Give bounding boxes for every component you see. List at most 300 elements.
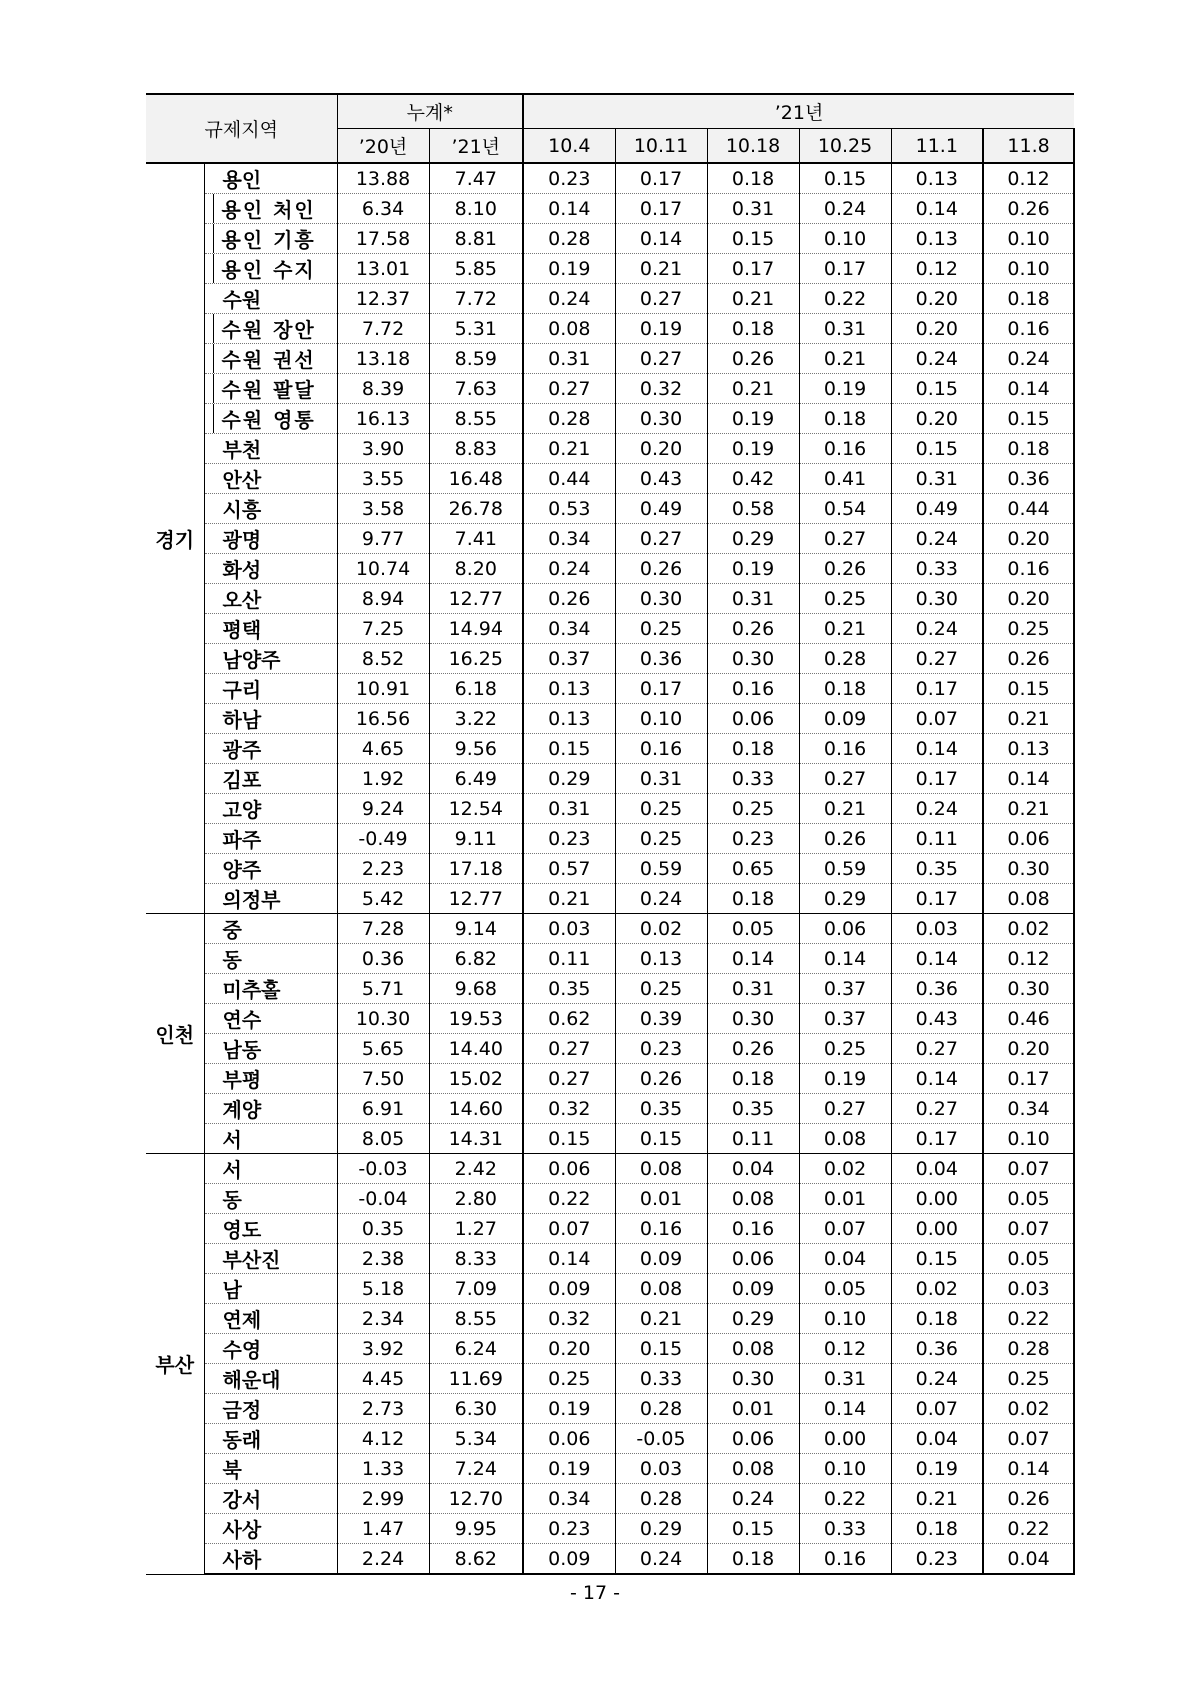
value-cell: 0.24 (891, 1364, 983, 1394)
value-cell: 0.10 (799, 1304, 891, 1334)
value-cell: 0.09 (707, 1274, 799, 1304)
value-cell: 14.60 (429, 1094, 523, 1124)
table-row (146, 1364, 1074, 1394)
value-cell: 0.13 (891, 163, 983, 194)
value-cell: 0.18 (799, 404, 891, 434)
value-cell: 0.18 (707, 163, 799, 194)
value-cell: 0.19 (523, 254, 615, 284)
value-cell: 8.05 (337, 1124, 429, 1154)
value-cell: 0.21 (891, 1484, 983, 1514)
value-cell: 0.31 (615, 764, 707, 794)
value-cell: 0.14 (891, 944, 983, 974)
district-name: 동 (204, 944, 337, 974)
table-row (146, 1004, 1074, 1034)
value-cell: 0.07 (523, 1214, 615, 1244)
value-cell: 0.19 (615, 314, 707, 344)
value-cell: 0.43 (615, 464, 707, 494)
week-header: 10.18 (707, 129, 799, 164)
value-cell: 3.90 (337, 434, 429, 464)
sub-district-name: 수원 장안 (213, 314, 316, 343)
value-cell: 0.01 (615, 1184, 707, 1214)
district-name: 사하 (204, 1544, 337, 1575)
value-cell: 12.77 (429, 884, 523, 914)
district-name: 서 (204, 1124, 337, 1154)
sub-district-name: 용인 수지 (213, 254, 316, 283)
value-cell: 0.11 (707, 1124, 799, 1154)
value-cell: 0.33 (707, 764, 799, 794)
value-cell: 0.08 (799, 1124, 891, 1154)
value-cell: 0.46 (983, 1004, 1074, 1034)
value-cell: 0.15 (523, 734, 615, 764)
value-cell: 0.30 (615, 584, 707, 614)
value-cell: 0.08 (707, 1334, 799, 1364)
value-cell: 0.35 (615, 1094, 707, 1124)
value-cell: 0.27 (615, 344, 707, 374)
district-name: 해운대 (204, 1364, 337, 1394)
district-name: 강서 (204, 1484, 337, 1514)
value-cell: 7.72 (337, 314, 429, 344)
value-cell: 0.08 (707, 1454, 799, 1484)
table-row (146, 884, 1074, 914)
value-cell: 0.14 (983, 1454, 1074, 1484)
value-cell: 0.20 (891, 284, 983, 314)
district-name: 고양 (204, 794, 337, 824)
sub-district-name: 수원 권선 (213, 344, 316, 373)
value-cell: 0.49 (615, 494, 707, 524)
value-cell: 5.42 (337, 884, 429, 914)
value-cell: 8.83 (429, 434, 523, 464)
value-cell: 0.25 (983, 1364, 1074, 1394)
value-cell: 0.29 (615, 1514, 707, 1544)
value-cell: 0.26 (983, 194, 1074, 224)
value-cell: 0.42 (707, 464, 799, 494)
value-cell: 0.07 (983, 1154, 1074, 1184)
value-cell: 0.34 (523, 524, 615, 554)
value-cell: 0.14 (523, 1244, 615, 1274)
value-cell: 0.27 (891, 644, 983, 674)
value-cell: 6.82 (429, 944, 523, 974)
value-cell: 0.30 (707, 1004, 799, 1034)
value-cell: 0.33 (799, 1514, 891, 1544)
value-cell: 1.27 (429, 1214, 523, 1244)
value-cell: 0.25 (615, 974, 707, 1004)
cum-year-header: ’21년 (429, 129, 523, 164)
value-cell: 8.39 (337, 374, 429, 404)
value-cell: 12.37 (337, 284, 429, 314)
value-cell: 0.28 (523, 404, 615, 434)
value-cell: 16.13 (337, 404, 429, 434)
value-cell: 0.18 (983, 434, 1074, 464)
value-cell: 0.14 (983, 764, 1074, 794)
district-name: 남 (204, 1274, 337, 1304)
value-cell: 0.26 (523, 584, 615, 614)
value-cell: 0.15 (891, 1244, 983, 1274)
table-row (146, 194, 1074, 224)
value-cell: 4.12 (337, 1424, 429, 1454)
value-cell: 0.27 (523, 374, 615, 404)
value-cell: 0.36 (891, 974, 983, 1004)
table-row (146, 404, 1074, 434)
value-cell: 0.25 (523, 1364, 615, 1394)
value-cell: 0.21 (523, 884, 615, 914)
value-cell: 0.35 (707, 1094, 799, 1124)
value-cell: 5.65 (337, 1034, 429, 1064)
value-cell: 0.20 (983, 584, 1074, 614)
value-cell: 12.70 (429, 1484, 523, 1514)
value-cell: 1.47 (337, 1514, 429, 1544)
district-name: 평택 (204, 614, 337, 644)
value-cell: 16.25 (429, 644, 523, 674)
value-cell: 9.11 (429, 824, 523, 854)
value-cell: 0.23 (523, 1514, 615, 1544)
value-cell: 0.16 (799, 1544, 891, 1575)
value-cell: 5.34 (429, 1424, 523, 1454)
value-cell: 0.04 (707, 1154, 799, 1184)
district-name: 남동 (204, 1034, 337, 1064)
value-cell: 0.00 (891, 1214, 983, 1244)
value-cell: 16.56 (337, 704, 429, 734)
district-name (204, 194, 337, 224)
value-cell: 0.19 (707, 404, 799, 434)
value-cell: 0.27 (891, 1034, 983, 1064)
value-cell: 0.23 (707, 824, 799, 854)
table-row (146, 1334, 1074, 1364)
value-cell: 0.32 (523, 1094, 615, 1124)
value-cell: 0.14 (615, 224, 707, 254)
value-cell: 0.27 (523, 1034, 615, 1064)
value-cell: 0.26 (615, 554, 707, 584)
value-cell: 0.06 (707, 1244, 799, 1274)
value-cell: 2.73 (337, 1394, 429, 1424)
value-cell: 0.28 (615, 1394, 707, 1424)
value-cell: 0.18 (983, 284, 1074, 314)
value-cell: 0.04 (799, 1244, 891, 1274)
value-cell: 0.18 (707, 734, 799, 764)
value-cell: -0.03 (337, 1154, 429, 1184)
sub-district-name: 수원 영통 (213, 404, 316, 433)
table-row (146, 1454, 1074, 1484)
value-cell: 0.24 (891, 344, 983, 374)
value-cell: 0.16 (983, 554, 1074, 584)
value-cell: 0.27 (799, 524, 891, 554)
value-cell: 5.71 (337, 974, 429, 1004)
value-cell: 0.14 (707, 944, 799, 974)
district-name: 동래 (204, 1424, 337, 1454)
district-name: 북 (204, 1454, 337, 1484)
value-cell: 0.13 (523, 674, 615, 704)
district-name: 동 (204, 1184, 337, 1214)
district-name: 수원 (204, 284, 337, 314)
value-cell: 0.21 (799, 794, 891, 824)
value-cell: 0.07 (983, 1214, 1074, 1244)
value-cell: 0.09 (523, 1544, 615, 1575)
value-cell: 0.22 (983, 1304, 1074, 1334)
value-cell: 0.14 (523, 194, 615, 224)
table-row (146, 974, 1074, 1004)
value-cell: 0.14 (799, 1394, 891, 1424)
value-cell: 0.59 (615, 854, 707, 884)
value-cell: 6.30 (429, 1394, 523, 1424)
district-name: 화성 (204, 554, 337, 584)
value-cell: 5.31 (429, 314, 523, 344)
sub-district-name: 수원 팔달 (213, 374, 316, 403)
value-cell: 0.37 (799, 974, 891, 1004)
table-row (146, 1124, 1074, 1154)
value-cell: 0.10 (983, 1124, 1074, 1154)
value-cell: 0.13 (615, 944, 707, 974)
value-cell: 0.10 (983, 254, 1074, 284)
value-cell: 0.59 (799, 854, 891, 884)
value-cell: 6.24 (429, 1334, 523, 1364)
value-cell: 8.94 (337, 584, 429, 614)
table-row (146, 1214, 1074, 1244)
value-cell: 13.01 (337, 254, 429, 284)
value-cell: 26.78 (429, 494, 523, 524)
value-cell: 9.56 (429, 734, 523, 764)
value-cell: 0.39 (615, 1004, 707, 1034)
value-cell: 0.15 (983, 674, 1074, 704)
week-header: 10.11 (615, 129, 707, 164)
value-cell: 0.33 (615, 1364, 707, 1394)
table-row (146, 1304, 1074, 1334)
district-name: 중 (204, 914, 337, 944)
value-cell: 0.17 (615, 163, 707, 194)
value-cell: 0.09 (523, 1274, 615, 1304)
value-cell: 7.25 (337, 614, 429, 644)
value-cell: 14.94 (429, 614, 523, 644)
value-cell: 0.29 (799, 884, 891, 914)
value-cell: 0.21 (523, 434, 615, 464)
value-cell: 0.15 (891, 434, 983, 464)
value-cell: 2.23 (337, 854, 429, 884)
value-cell: 0.16 (707, 1214, 799, 1244)
value-cell: 0.33 (891, 554, 983, 584)
value-cell: 0.31 (891, 464, 983, 494)
table-row (146, 704, 1074, 734)
value-cell: 0.06 (707, 1424, 799, 1454)
value-cell: 0.11 (523, 944, 615, 974)
value-cell: 0.27 (523, 1064, 615, 1094)
value-cell: 0.30 (707, 1364, 799, 1394)
table-row (146, 284, 1074, 314)
value-cell: 0.16 (615, 1214, 707, 1244)
district-name: 의정부 (204, 884, 337, 914)
value-cell: 8.10 (429, 194, 523, 224)
value-cell: 0.16 (799, 434, 891, 464)
value-cell: 0.15 (523, 1124, 615, 1154)
table-row (146, 494, 1074, 524)
district-name: 하남 (204, 704, 337, 734)
table-row (146, 434, 1074, 464)
value-cell: 3.92 (337, 1334, 429, 1364)
value-cell: 2.42 (429, 1154, 523, 1184)
value-cell: 0.58 (707, 494, 799, 524)
value-cell: 0.20 (891, 314, 983, 344)
value-cell: 0.17 (891, 884, 983, 914)
region-header: 규제지역 (146, 94, 337, 163)
table-row (146, 1514, 1074, 1544)
value-cell: 0.06 (523, 1424, 615, 1454)
district-name: 부천 (204, 434, 337, 464)
value-cell: 0.02 (983, 914, 1074, 944)
value-cell: 10.74 (337, 554, 429, 584)
table-row (146, 374, 1074, 404)
value-cell: 0.22 (799, 1484, 891, 1514)
value-cell: 0.36 (337, 944, 429, 974)
value-cell: 0.22 (983, 1514, 1074, 1544)
value-cell: 0.03 (983, 1274, 1074, 1304)
value-cell: 0.21 (983, 704, 1074, 734)
district-name: 남양주 (204, 644, 337, 674)
value-cell: 0.35 (523, 974, 615, 1004)
value-cell: 17.18 (429, 854, 523, 884)
value-cell: 0.29 (707, 1304, 799, 1334)
value-cell: 0.13 (891, 224, 983, 254)
sub-district-name: 용인 처인 (213, 194, 316, 223)
value-cell: 3.55 (337, 464, 429, 494)
value-cell: 0.20 (983, 524, 1074, 554)
value-cell: 2.24 (337, 1544, 429, 1575)
value-cell: 0.12 (891, 254, 983, 284)
value-cell: 0.24 (523, 554, 615, 584)
value-cell: 0.27 (615, 284, 707, 314)
value-cell: 5.85 (429, 254, 523, 284)
value-cell: 0.19 (799, 1064, 891, 1094)
value-cell: 0.26 (983, 1484, 1074, 1514)
table-row (146, 1394, 1074, 1424)
value-cell: 8.33 (429, 1244, 523, 1274)
district-name: 광주 (204, 734, 337, 764)
table-row (146, 734, 1074, 764)
value-cell: 0.24 (615, 884, 707, 914)
value-cell: 0.01 (799, 1184, 891, 1214)
value-cell: 0.19 (707, 434, 799, 464)
value-cell: 0.12 (983, 163, 1074, 194)
value-cell: 0.13 (523, 704, 615, 734)
value-cell: 0.21 (799, 344, 891, 374)
value-cell: 0.36 (615, 644, 707, 674)
value-cell: 0.17 (615, 674, 707, 704)
value-cell: 0.27 (615, 524, 707, 554)
value-cell: 0.14 (891, 734, 983, 764)
value-cell: 0.17 (983, 1064, 1074, 1094)
value-cell: 0.15 (707, 224, 799, 254)
value-cell: 0.20 (891, 404, 983, 434)
value-cell: 0.10 (799, 1454, 891, 1484)
value-cell: 0.17 (891, 1124, 983, 1154)
value-cell: 0.22 (799, 284, 891, 314)
value-cell: 0.16 (799, 734, 891, 764)
region-name: 경기 (146, 163, 204, 914)
value-cell: 0.20 (983, 1034, 1074, 1064)
district-name: 시흥 (204, 494, 337, 524)
value-cell: 0.21 (799, 614, 891, 644)
value-cell: 0.31 (523, 794, 615, 824)
value-cell: 0.15 (615, 1124, 707, 1154)
value-cell: 0.07 (891, 704, 983, 734)
value-cell: 0.29 (707, 524, 799, 554)
value-cell: 0.18 (707, 314, 799, 344)
value-cell: 4.45 (337, 1364, 429, 1394)
table-row (146, 824, 1074, 854)
table-row (146, 914, 1074, 944)
table-row (146, 584, 1074, 614)
value-cell: 0.24 (891, 614, 983, 644)
value-cell: 0.31 (523, 344, 615, 374)
value-cell: 0.13 (983, 734, 1074, 764)
value-cell: 7.63 (429, 374, 523, 404)
value-cell: 0.25 (799, 1034, 891, 1064)
value-cell: 0.19 (707, 554, 799, 584)
value-cell: 0.07 (799, 1214, 891, 1244)
value-cell: 2.34 (337, 1304, 429, 1334)
value-cell: 0.08 (615, 1154, 707, 1184)
value-cell: 0.07 (891, 1394, 983, 1424)
district-name (204, 314, 337, 344)
table-row (146, 1184, 1074, 1214)
value-cell: 0.21 (983, 794, 1074, 824)
value-cell: 1.33 (337, 1454, 429, 1484)
value-cell: 0.18 (707, 1064, 799, 1094)
value-cell: 0.06 (799, 914, 891, 944)
value-cell: 0.08 (523, 314, 615, 344)
cum-year-header: ’20년 (337, 129, 429, 164)
value-cell: 0.19 (523, 1394, 615, 1424)
value-cell: 0.62 (523, 1004, 615, 1034)
value-cell: 0.23 (523, 163, 615, 194)
value-cell: 0.05 (983, 1244, 1074, 1274)
value-cell: 0.30 (983, 974, 1074, 1004)
value-cell: 8.81 (429, 224, 523, 254)
value-cell: 14.40 (429, 1034, 523, 1064)
value-cell: 0.36 (983, 464, 1074, 494)
week-header: 10.25 (799, 129, 891, 164)
district-name: 영도 (204, 1214, 337, 1244)
district-name: 서 (204, 1154, 337, 1184)
table-row (146, 1424, 1074, 1454)
value-cell: 0.02 (983, 1394, 1074, 1424)
value-cell: 0.04 (891, 1154, 983, 1184)
district-name (204, 374, 337, 404)
district-name: 계양 (204, 1094, 337, 1124)
value-cell: 7.50 (337, 1064, 429, 1094)
value-cell: 0.17 (615, 194, 707, 224)
value-cell: 0.16 (707, 674, 799, 704)
value-cell: 0.57 (523, 854, 615, 884)
table-row (146, 224, 1074, 254)
value-cell: 0.26 (615, 1064, 707, 1094)
value-cell: 0.22 (523, 1184, 615, 1214)
value-cell: 10.30 (337, 1004, 429, 1034)
value-cell: 9.95 (429, 1514, 523, 1544)
value-cell: 0.08 (615, 1274, 707, 1304)
value-cell: 0.24 (615, 1544, 707, 1575)
district-name (204, 344, 337, 374)
value-cell: 7.41 (429, 524, 523, 554)
district-name: 김포 (204, 764, 337, 794)
value-cell: 0.16 (983, 314, 1074, 344)
value-cell: 0.08 (983, 884, 1074, 914)
value-cell: 0.24 (891, 524, 983, 554)
district-name (204, 404, 337, 434)
value-cell: 6.34 (337, 194, 429, 224)
value-cell: 0.21 (707, 284, 799, 314)
value-cell: 0.41 (799, 464, 891, 494)
value-cell: 0.35 (891, 854, 983, 884)
value-cell: 0.01 (707, 1394, 799, 1424)
value-cell: 0.26 (707, 344, 799, 374)
value-cell: 0.30 (891, 584, 983, 614)
